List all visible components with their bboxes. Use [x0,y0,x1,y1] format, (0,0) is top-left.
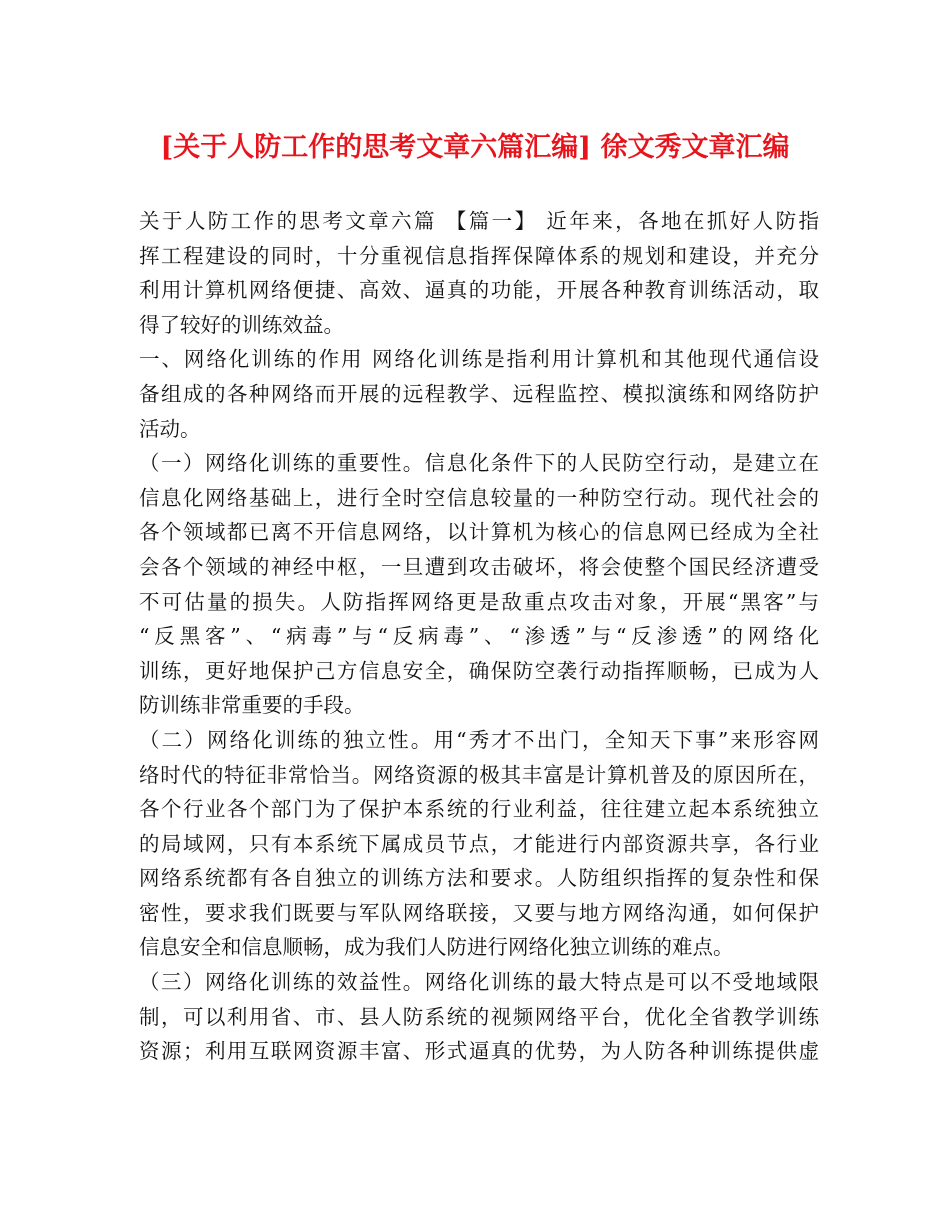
body-line: 挥工程建设的同时，十分重视信息指挥保障体系的规划和建设，并充分 [139,243,819,268]
body-line: 会各个领域的神经中枢，一旦遭到攻击破坏，将会使整个国民经济遭受 [139,554,819,579]
body-line: （三）网络化训练的效益性。网络化训练的最大特点是可以不受地域限 [139,970,819,995]
body-line: 活动。 [139,416,201,441]
document-body [139,204,819,1069]
body-line: 制，可以利用省、市、县人防系统的视频网络平台，优化全省教学训练 [139,1004,819,1029]
body-line: 关于人防工作的思考文章六篇 【篇一】 近年来，各地在抓好人防指 [139,209,819,233]
body-line: 训练，更好地保护己方信息安全，确保防空袭行动指挥顺畅，已成为人 [139,658,819,683]
body-line: （二）网络化训练的独立性。用“秀才不出门，全知天下事”来形容网 [139,727,819,752]
body-line: 不可估量的损失。人防指挥网络更是敌重点攻击对象，开展“黑客”与 [139,589,819,614]
body-line: 信息化网络基础上，进行全时空信息较量的一种防空行动。现代社会的 [139,485,819,510]
body-line: 网络系统都有各自独立的训练方法和要求。人防组织指挥的复杂性和保 [139,866,819,891]
body-line: 备组成的各种网络而开展的远程教学、远程监控、模拟演练和网络防护 [139,381,819,406]
document-title: [关于人防工作的思考文章六篇汇编] 徐文秀文章汇编 [160,132,790,163]
body-line: 利用计算机网络便捷、高效、逼真的功能，开展各种教育训练活动，取 [139,278,819,303]
body-line: 资源；利用互联网资源丰富、形式逼真的优势，为人防各种训练提供虚 [139,1039,819,1064]
body-line: 各个领域都已离不开信息网络，以计算机为核心的信息网已经成为全社 [139,520,819,545]
body-line: 络时代的特征非常恰当。网络资源的极其丰富是计算机普及的原因所在， [139,762,819,787]
body-line: “反黑客”、“病毒”与“反病毒”、“渗透”与“反渗透”的网络化 [139,624,819,649]
body-line: 得了较好的训练效益。 [139,312,344,337]
body-line: 的局域网，只有本系统下属成员节点，才能进行内部资源共享，各行业 [139,831,819,856]
body-line: 密性，要求我们既要与军队网络联接，又要与地方网络沟通，如何保护 [139,900,819,925]
body-line: 各个行业各个部门为了保护本系统的行业利益，往往建立起本系统独立 [139,797,819,822]
body-line: 一、网络化训练的作用 网络化训练是指利用计算机和其他现代通信设 [139,347,819,372]
body-line: 防训练非常重要的手段。 [139,693,365,718]
body-line: 信息安全和信息顺畅，成为我们人防进行网络化独立训练的难点。 [139,935,734,960]
body-line: （一）网络化训练的重要性。信息化条件下的人民防空行动，是建立在 [139,451,819,476]
